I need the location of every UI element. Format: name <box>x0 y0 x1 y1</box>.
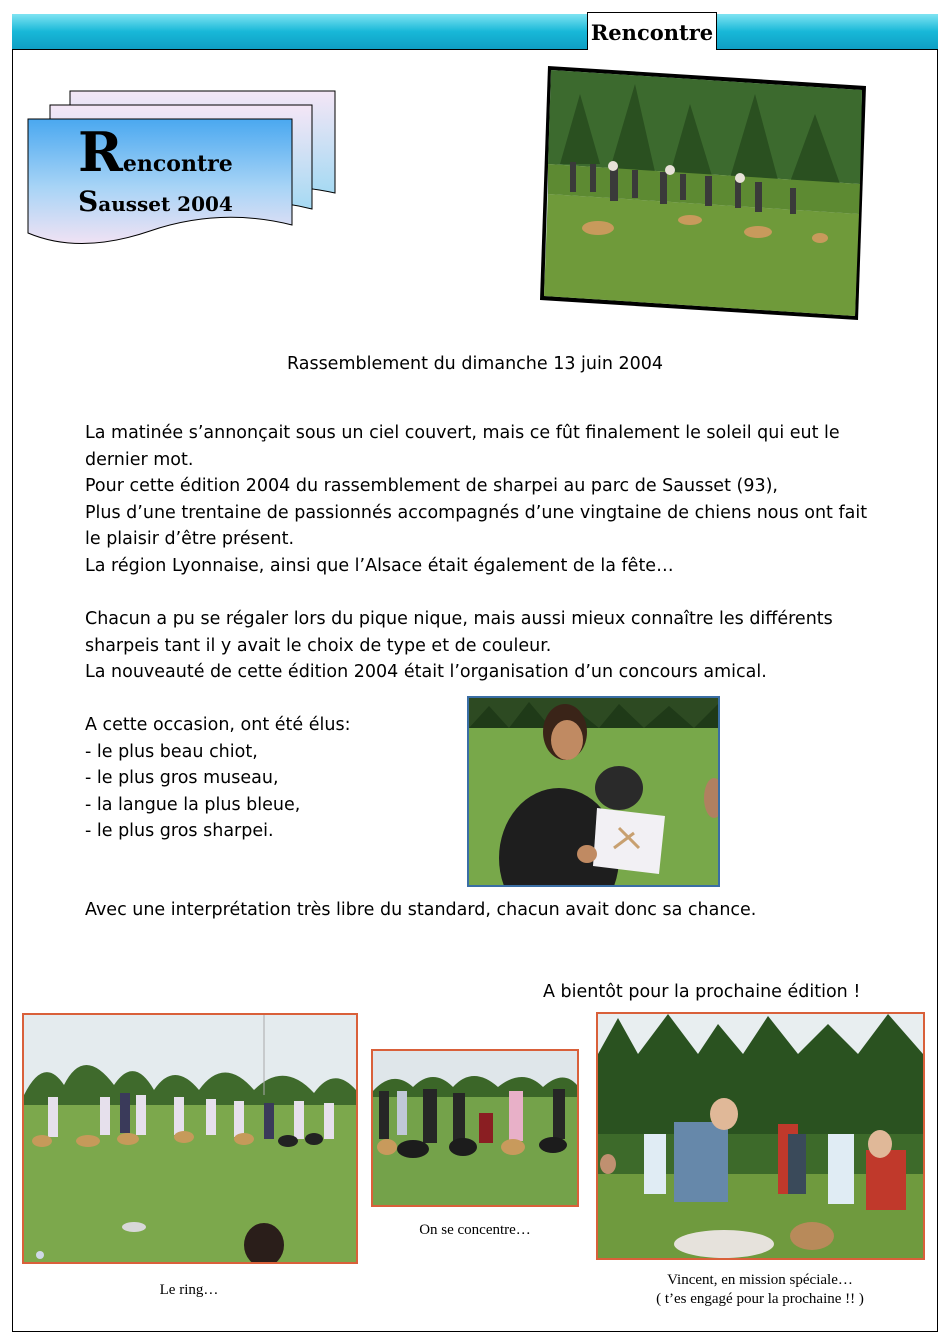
banner-title-line1: Rencontre <box>78 120 233 184</box>
paragraph-line: Chacun a pu se régaler lors du pique nique, mais aussi mieux connaître les différents <box>85 609 833 630</box>
banner-title-line2: Sausset 2004 <box>78 185 233 218</box>
paragraph-line: Plus d’une trentaine de passionnés accompagnés d’une vingtaine de chiens nous ont fait <box>85 502 868 523</box>
list-item: - la langue la plus bleue, <box>85 794 301 815</box>
paragraph-line: sharpeis tant il y avait le choix de type et de couleur. <box>85 635 552 656</box>
photo-vincent <box>596 1012 925 1260</box>
photo-park-gathering <box>540 64 868 322</box>
photo-concentration <box>371 1049 579 1207</box>
caption-ring: Le ring… <box>159 1282 219 1298</box>
article-subtitle: Rassemblement du dimanche 13 juin 2004 <box>286 354 664 374</box>
closing-sentence: Avec une interprétation très libre du standard, chacun avait donc sa chance. <box>85 900 757 920</box>
list-item: - le plus beau chiot, <box>85 741 258 762</box>
paragraph-line: La région Lyonnaise, ainsi que l’Alsace était également de la fête… <box>85 555 674 576</box>
awards-intro: A cette occasion, ont été élus: <box>85 715 351 735</box>
article-body <box>85 420 875 686</box>
list-item: - le plus gros museau, <box>85 768 279 789</box>
caption-concentre: On se concentre… <box>419 1222 531 1238</box>
title-banner <box>20 85 350 265</box>
paragraph-line: La matinée s’annonçait sous un ciel couvert, mais ce fût finalement le soleil qui eut le <box>85 423 840 443</box>
photo-ring <box>22 1013 358 1264</box>
caption-vincent-line2: ( t’es engagé pour la prochaine !! ) <box>656 1291 864 1307</box>
paragraph-line: Pour cette édition 2004 du rassemblement de sharpei au parc de Sausset (93), <box>85 476 778 497</box>
paragraph-line: La nouveauté de cette édition 2004 était l’organisation d’un concours amical. <box>85 662 767 683</box>
header-label: Rencontre <box>587 12 717 50</box>
awards-list <box>85 712 465 845</box>
list-item: - le plus gros sharpei. <box>85 821 274 842</box>
header-bar <box>12 14 938 50</box>
photo-puppy-winner <box>467 696 720 887</box>
signoff: A bientôt pour la prochaine édition ! <box>543 982 861 1002</box>
paragraph-line: dernier mot. <box>85 449 194 470</box>
paragraph-line: le plaisir d’être présent. <box>85 529 295 550</box>
caption-vincent-line1: Vincent, en mission spéciale… <box>667 1272 853 1288</box>
